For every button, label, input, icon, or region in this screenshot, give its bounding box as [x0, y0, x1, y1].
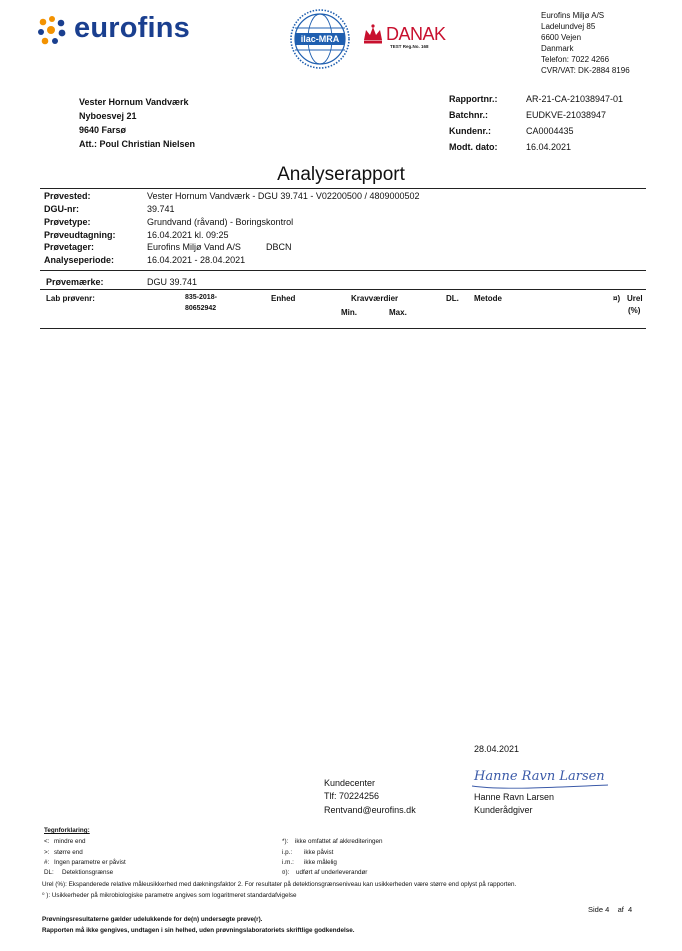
col-subcontractor: ¤): [613, 294, 621, 303]
provetager-code: DBCN: [266, 242, 292, 252]
legend-text: Detektionsgrænse: [62, 869, 114, 876]
kunde-value: CA0004435: [526, 126, 574, 136]
recipient-block: [79, 95, 195, 151]
lab-provenr-2: 80652942: [185, 305, 217, 312]
brand-name: eurofins: [74, 12, 190, 44]
legend-text: ikke målelig: [304, 859, 337, 866]
handwritten-signature: Hanne Ravn Larsen: [474, 769, 605, 784]
legend-text: ikke omfattet af akkrediteringen: [295, 838, 383, 845]
col-kravvaerdier: Kravværdier: [351, 294, 399, 303]
provemaerke-value: DGU 39.741: [147, 277, 198, 287]
periode-label: Analyseperiode:: [44, 255, 115, 265]
legend-symbol: <:: [44, 838, 50, 845]
divider: [40, 328, 646, 329]
danak-mark: [362, 22, 462, 56]
danak-label: DANAK: [386, 24, 446, 44]
legend-symbol: >:: [44, 849, 50, 856]
ilac-mra-seal: [289, 8, 351, 70]
provetager-value: Eurofins Miljø Vand A/S: [147, 242, 241, 252]
lab-address-line: Danmark: [541, 43, 574, 53]
col-urel-unit: (%): [628, 306, 641, 315]
recipient-att: Att.: Poul Christian Nielsen: [79, 139, 196, 149]
rapport-label: Rapportnr.:: [449, 94, 498, 104]
danak-reg: TEST Reg.No. 168: [390, 44, 429, 49]
page-number: Side 4 af 4: [588, 905, 633, 914]
legend-symbol: i.m.:: [282, 859, 294, 866]
batch-label: Batchnr.:: [449, 110, 489, 120]
recipient-name: Vester Hornum Vandværk: [79, 97, 189, 107]
ilac-label: ilac-MRA: [300, 34, 340, 44]
modt-value: 16.04.2021: [526, 142, 572, 152]
signature-date: 28.04.2021: [474, 744, 520, 754]
col-dl: DL.: [446, 294, 459, 303]
lab-provenr-1: 835-2018-: [185, 294, 217, 301]
eurofins-logo: [36, 12, 196, 48]
legend-text: udført af underleverandør: [296, 869, 368, 876]
col-max: Max.: [389, 308, 407, 317]
recipient-street: Nyboesvej 21: [79, 111, 137, 121]
divider: [40, 188, 646, 189]
modt-label: Modt. dato:: [449, 142, 498, 152]
col-min: Min.: [341, 308, 357, 317]
periode-value: 16.04.2021 - 28.04.2021: [147, 255, 246, 265]
urel-note: Urel (%): Ekspanderede relative måleusikkerhed med dækningsfaktor 2. For resultater på detektionsgrænseniveau kan usikkerheden være større end oplyst på rapporten.: [42, 881, 517, 888]
lab-address-line: Eurofins Miljø A/S: [541, 11, 605, 20]
micro-note: ⁰ ): Usikkerheder på mikrobiologiske parametre angives som logaritmeret standardafvigelse: [42, 892, 297, 899]
legend-symbol: DL:: [44, 869, 54, 876]
contact-center: Kundecenter: [324, 778, 376, 788]
legend-text: mindre end: [54, 838, 86, 845]
legend-text: større end: [54, 849, 83, 856]
signer-role: Kunderådgiver: [474, 805, 533, 815]
crown-icon: [362, 23, 384, 45]
col-metode: Metode: [474, 294, 502, 303]
col-enhed: Enhed: [271, 294, 296, 303]
provemaerke-label: Prøvemærke:: [46, 277, 104, 287]
lab-address-line: 6600 Vejen: [541, 32, 582, 42]
batch-value: EUDKVE-21038947: [526, 110, 607, 120]
legend-symbol: ¤):: [282, 869, 290, 876]
signature-underline: [470, 776, 610, 790]
provested-value: Vester Hornum Vandværk - DGU 39.741 - V02200500 / 4809000502: [147, 191, 420, 201]
udtagning-label: Prøveudtagning:: [44, 230, 116, 240]
signer-name: Hanne Ravn Larsen: [474, 792, 555, 802]
legend-symbol: i.p.:: [282, 849, 293, 856]
legend-symbol: #:: [44, 859, 50, 866]
provetager-label: Prøvetager:: [44, 242, 95, 252]
eurofins-dots-icon: [36, 14, 70, 48]
dgu-value: 39.741: [147, 204, 175, 214]
dgu-label: DGU-nr:: [44, 204, 79, 214]
lab-provenr-label: Lab prøvenr:: [46, 294, 95, 303]
rapport-value: AR-21-CA-21038947-01: [526, 94, 624, 104]
legend-title: Tegnforklaring:: [44, 827, 90, 834]
legend-symbol: *):: [282, 838, 289, 845]
lab-address: [541, 11, 630, 76]
contact-email[interactable]: Rentvand@eurofins.dk: [324, 805, 416, 815]
legend-text: Ingen parametre er påvist: [54, 859, 126, 866]
divider: [40, 289, 646, 290]
provetype-value: Grundvand (råvand) - Boringskontrol: [147, 217, 294, 227]
legend-text: ikke påvist: [304, 849, 334, 856]
udtagning-value: 16.04.2021 kl. 09:25: [147, 230, 229, 240]
col-urel: Urel: [627, 294, 643, 303]
footer-reproduction: Rapporten må ikke gengives, undtagen i sin helhed, uden prøvningslaboratoriets skriftlige godkendelse.: [42, 927, 355, 934]
recipient-city: 9640 Farsø: [79, 125, 127, 135]
provested-label: Prøvested:: [44, 191, 91, 201]
divider: [40, 270, 646, 271]
footer-validity: Prøvningsresultaterne gælder udelukkende for de(n) undersøgte prøve(r).: [42, 916, 263, 923]
contact-phone: Tlf: 70224256: [324, 791, 380, 801]
kunde-label: Kundenr.:: [449, 126, 491, 136]
provetype-label: Prøvetype:: [44, 217, 91, 227]
lab-address-line: CVR/VAT: DK-2884 8196: [541, 65, 630, 75]
report-title: Analyserapport: [277, 164, 405, 185]
lab-address-line: Telefon: 7022 4266: [541, 54, 610, 64]
lab-address-line: Ladelundvej 85: [541, 21, 596, 31]
